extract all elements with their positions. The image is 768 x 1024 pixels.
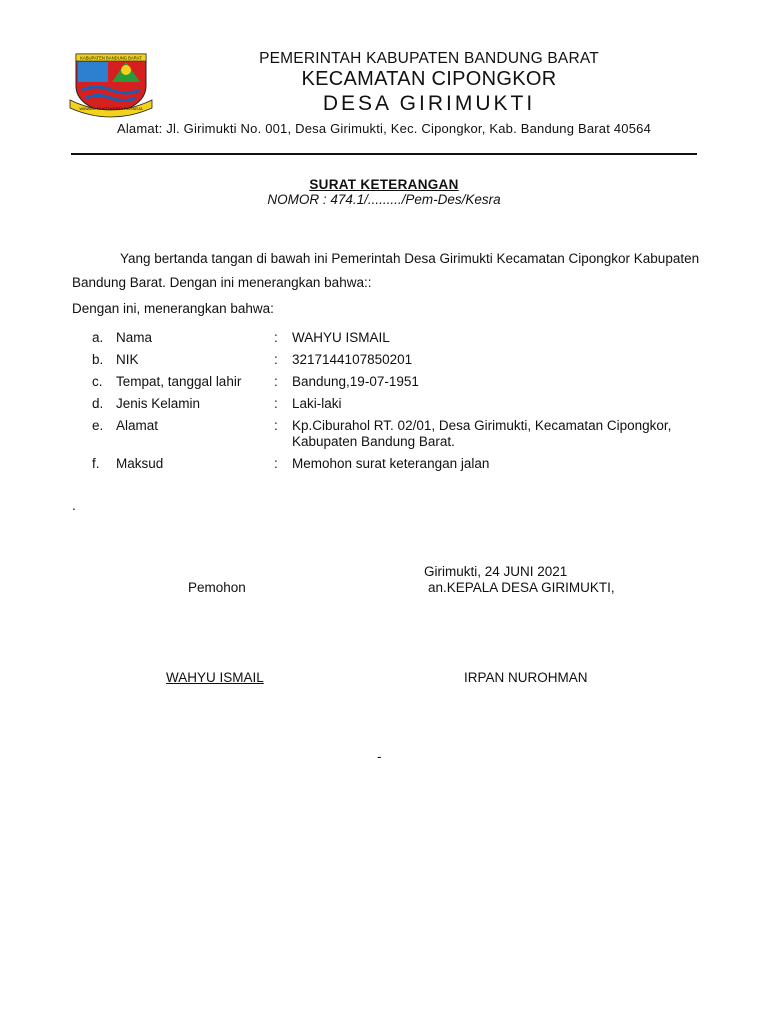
header-address: Alamat: Jl. Girimukti No. 001, Desa Girimukti, Kec. Cipongkor, Kab. Bandung Barat 40564 bbox=[116, 121, 652, 136]
header-district: KECAMATAN CIPONGKOR bbox=[301, 68, 557, 90]
letter-title: SURAT KETERANGAN bbox=[309, 177, 459, 192]
field-row-gender: d. Jenis Kelamin : Laki-laki bbox=[92, 396, 692, 418]
signer-title: an.KEPALA DESA GIRIMUKTI, bbox=[428, 580, 615, 595]
place-date: Girimukti, 24 JUNI 2021 bbox=[424, 564, 568, 579]
field-label: Jenis Kelamin bbox=[116, 396, 201, 411]
intro-paragraph: Yang bertanda tangan di bawah ini Pemerintah Desa Girimukti Kecamatan Cipongkor Kabupaten Bandung Barat. Dengan ini menerangkan bahwa:: bbox=[72, 251, 700, 290]
field-value: Memohon surat keterangan jalan bbox=[292, 456, 490, 471]
field-label: Nama bbox=[116, 330, 153, 345]
field-value: Bandung,19-07-1951 bbox=[292, 374, 419, 389]
field-value: 3217144107850201 bbox=[292, 352, 413, 367]
applicant-name: WAHYU ISMAIL bbox=[166, 670, 264, 685]
field-row-address: e. Alamat : Kp.Ciburahol RT. 02/01, Desa Girimukti, Kecamatan Cipongkor, Kabupaten Bandung Barat. bbox=[92, 418, 672, 449]
header-divider bbox=[71, 153, 697, 155]
field-label: NIK bbox=[116, 352, 139, 367]
field-value: Laki-laki bbox=[292, 396, 342, 411]
field-label: Alamat bbox=[116, 418, 159, 433]
applicant-label: Pemohon bbox=[188, 580, 246, 595]
header-village: DESA GIRIMUKTI bbox=[322, 92, 536, 115]
svg-text:KABUPATEN BANDUNG BARAT: KABUPATEN BANDUNG BARAT bbox=[80, 55, 142, 61]
field-value: Kp.Ciburahol RT. 02/01, Desa Girimukti, Kecamatan Cipongkor, Kabupaten Bandung Barat. bbox=[292, 418, 672, 449]
field-label: Maksud bbox=[116, 456, 164, 471]
field-row-birth: c. Tempat, tanggal lahir : Bandung,19-07-1951 bbox=[92, 374, 692, 396]
signer-name: IRPAN NUROHMAN bbox=[464, 670, 588, 685]
field-row-nik: b. NIK : 3217144107850201 bbox=[92, 352, 692, 374]
letter-number: NOMOR : 474.1/........./Pem-Des/Kesra bbox=[267, 192, 501, 207]
field-value: WAHYU ISMAIL bbox=[292, 330, 390, 345]
identity-fields bbox=[92, 330, 692, 478]
field-row-name: a. Nama : WAHYU ISMAIL bbox=[92, 330, 692, 352]
footer-dash: - bbox=[377, 749, 382, 764]
field-label: Tempat, tanggal lahir bbox=[116, 374, 242, 389]
svg-text:WIBAWA MUKTI KERTA RAHARJA: WIBAWA MUKTI KERTA RAHARJA bbox=[79, 106, 143, 111]
header-government: PEMERINTAH KABUPATEN BANDUNG BARAT bbox=[259, 50, 599, 67]
field-row-purpose: f. Maksud : Memohon surat keterangan jalan bbox=[92, 456, 692, 478]
intro-statement: Dengan ini, menerangkan bahwa: bbox=[72, 301, 274, 316]
stray-dot: . bbox=[72, 498, 76, 513]
